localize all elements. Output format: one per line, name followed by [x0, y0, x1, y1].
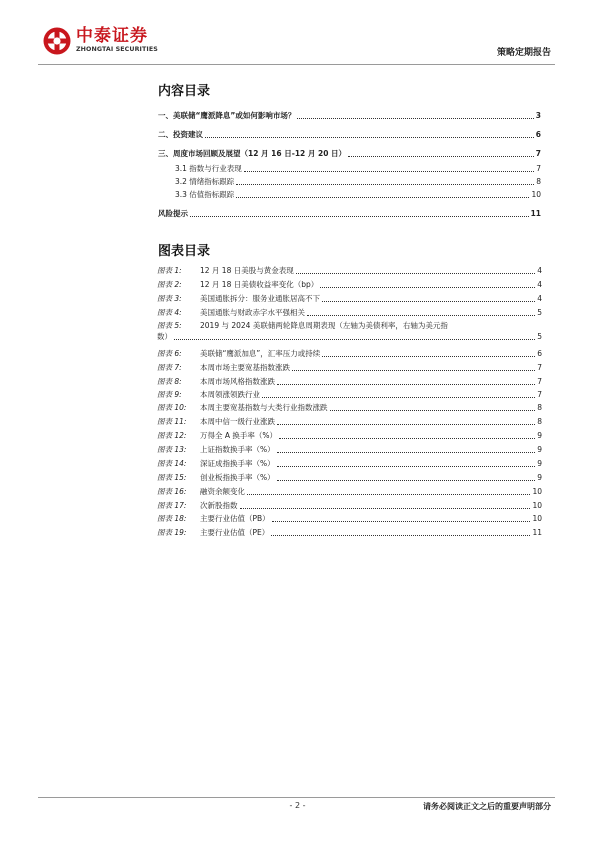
toc-item-2[interactable] [158, 130, 541, 140]
toc-item-label: 三、周度市场回顾及展望（12 月 16 日-12 月 20 日） [158, 149, 347, 158]
toc-item-page: 10 [531, 190, 541, 199]
figure-item[interactable] [157, 459, 542, 469]
toc-item-label: 二、投资建议 [158, 130, 203, 139]
toc-item-label: 风险提示 [158, 209, 188, 218]
figure-item[interactable] [157, 308, 542, 318]
figure-item[interactable] [157, 417, 542, 427]
toc-item-page: 7 [535, 149, 541, 158]
figure-title: 美国通胀与财政赤字水平强相关 [200, 308, 305, 317]
company-logo [42, 26, 158, 56]
figure-number: 图表 3: [157, 294, 182, 303]
toc-item-page: 6 [535, 130, 541, 139]
leader-dots [277, 452, 536, 453]
leader-dots [322, 356, 535, 357]
figure-page: 9 [537, 473, 542, 482]
page-header [0, 0, 595, 75]
figure-item[interactable] [157, 320, 542, 342]
figure-page: 4 [537, 266, 542, 275]
toc-item-page: 8 [536, 177, 541, 186]
figure-page: 10 [532, 514, 542, 523]
toc-item-label: 3.3 估值指标跟踪 [175, 190, 235, 199]
figure-item[interactable] [157, 501, 542, 511]
leader-dots [297, 118, 533, 119]
page-number: - 2 - [289, 801, 306, 810]
figure-page: 5 [537, 308, 542, 317]
figure-page: 7 [537, 363, 542, 372]
leader-dots [348, 156, 534, 157]
figure-item[interactable] [157, 377, 542, 387]
figure-title: 主要行业估值（PE） [200, 528, 270, 537]
toc-item-label: 3.1 指数与行业表现 [175, 164, 242, 173]
toc-item-risk[interactable] [158, 209, 541, 219]
figure-page: 10 [532, 487, 542, 496]
figure-number: 图表 4: [157, 308, 182, 317]
toc-item-page: 3 [535, 111, 541, 120]
figure-number: 图表 8: [157, 377, 182, 386]
figure-item[interactable] [157, 431, 542, 441]
figure-number: 图表 15: [157, 473, 187, 482]
figure-page: 5 [537, 332, 542, 341]
figure-item[interactable] [157, 266, 542, 276]
toc-item-page: 11 [530, 209, 541, 218]
figure-page: 9 [537, 431, 542, 440]
figure-page: 7 [537, 390, 542, 399]
figure-title: 万得全 A 换手率（%） [200, 431, 278, 440]
toc-item-label: 3.2 情绪指标跟踪 [175, 177, 235, 186]
leader-dots [240, 508, 531, 509]
leader-dots [277, 424, 535, 425]
figure-number: 图表 14: [157, 459, 187, 468]
figure-number: 图表 7: [157, 363, 182, 372]
figure-number: 图表 12: [157, 431, 187, 440]
figure-item[interactable] [157, 390, 542, 400]
leader-dots [244, 171, 534, 172]
figure-number: 图表 13: [157, 445, 187, 454]
figure-title: 深证成指换手率（%） [200, 459, 275, 468]
footer-divider [38, 797, 555, 798]
figure-item[interactable] [157, 403, 542, 413]
figure-page: 4 [537, 294, 542, 303]
figure-number: 图表 6: [157, 349, 182, 358]
figure-title: 美国通胀拆分：服务业通胀居高不下 [200, 294, 320, 303]
figure-item[interactable] [157, 487, 542, 497]
toc-item-3-3[interactable] [175, 190, 541, 200]
figure-page: 9 [537, 445, 542, 454]
figure-item[interactable] [157, 445, 542, 455]
leader-dots [330, 410, 536, 411]
leader-dots [174, 339, 535, 340]
leader-dots [205, 137, 534, 138]
toc-item-1[interactable] [158, 111, 541, 121]
leader-dots [322, 301, 535, 302]
figure-number: 图表 2: [157, 280, 182, 289]
figure-page: 9 [537, 459, 542, 468]
toc-item-3-1[interactable] [175, 164, 541, 174]
figures-title: 图表目录 [158, 244, 211, 259]
figure-title: 本周领涨领跌行业 [200, 390, 260, 399]
figure-number: 图表 17: [157, 501, 187, 510]
leader-dots [307, 315, 535, 316]
figure-page: 8 [537, 417, 542, 426]
figure-title: 美联储“鹰派加息”，汇率压力或持续 [200, 349, 321, 358]
leader-dots [236, 184, 534, 185]
figure-item[interactable] [157, 349, 542, 359]
figure-page: 11 [532, 528, 542, 537]
figure-number: 图表 18: [157, 514, 187, 523]
figure-item[interactable] [157, 528, 542, 538]
footer-disclaimer: 请务必阅读正文之后的重要声明部分 [423, 802, 551, 811]
toc-title: 内容目录 [158, 84, 211, 99]
leader-dots [320, 287, 535, 288]
figure-number: 图表 11: [157, 417, 187, 426]
figure-page: 4 [537, 280, 542, 289]
toc-item-3[interactable] [158, 149, 541, 159]
report-type-label: 策略定期报告 [496, 48, 551, 58]
leader-dots [277, 384, 535, 385]
toc-item-label: 一、美联储“鹰派降息”或如何影响市场？ [158, 111, 296, 120]
figure-number: 图表 19: [157, 528, 187, 537]
figure-title: 本周市场风格指数涨跌 [200, 377, 275, 386]
figure-number: 图表 16: [157, 487, 187, 496]
figure-title: 主要行业估值（PB） [200, 514, 270, 523]
figure-title: 次新股指数 [200, 501, 238, 510]
figure-item[interactable] [157, 363, 542, 373]
figure-number: 图表 5: [157, 321, 182, 330]
leader-dots [296, 273, 535, 274]
header-divider [38, 64, 555, 65]
leader-dots [271, 535, 530, 536]
toc-item-3-2[interactable] [175, 177, 541, 187]
figure-number: 图表 9: [157, 390, 182, 399]
leader-dots [262, 397, 535, 398]
figure-title: 2019 与 2024 美联储两轮降息周期表现（左轴为美债利率，右轴为美元指 [200, 321, 448, 330]
figure-page: 7 [537, 377, 542, 386]
figure-page: 8 [537, 403, 542, 412]
logo-english-name: ZHONGTAI SECURITIES [76, 46, 158, 54]
figure-item[interactable] [157, 514, 542, 524]
leader-dots [236, 197, 529, 198]
toc-item-page: 7 [536, 164, 541, 173]
leader-dots [247, 494, 530, 495]
leader-dots [277, 466, 536, 467]
figure-title: 12 月 18 日美债收益率变化（bp） [200, 280, 319, 289]
figure-item[interactable] [157, 280, 542, 290]
figure-title: 本周中信一级行业涨跌 [200, 417, 275, 426]
figure-title: 融资余额变化 [200, 487, 245, 496]
figure-page: 10 [532, 501, 542, 510]
figure-number: 图表 10: [157, 403, 187, 412]
figure-title: 本周主要宽基指数与大类行业指数涨跌 [200, 403, 328, 412]
leader-dots [279, 438, 535, 439]
zhongtai-logo-icon [42, 26, 72, 56]
figure-title: 上证指数换手率（%） [200, 445, 275, 454]
leader-dots [292, 370, 535, 371]
figure-title: 12 月 18 日美股与黄金表现 [200, 266, 294, 275]
figure-item[interactable] [157, 473, 542, 483]
figure-title: 创业板指换手率（%） [200, 473, 275, 482]
leader-dots [277, 480, 536, 481]
logo-chinese-name: 中泰证券 [76, 26, 148, 47]
figure-page: 6 [537, 349, 542, 358]
leader-dots [190, 216, 529, 217]
figure-item[interactable] [157, 294, 542, 304]
figure-number: 图表 1: [157, 266, 182, 275]
figure-title: 本周市场主要宽基指数涨跌 [200, 363, 290, 372]
figure-title-continued: 数） [157, 332, 172, 341]
leader-dots [272, 521, 531, 522]
